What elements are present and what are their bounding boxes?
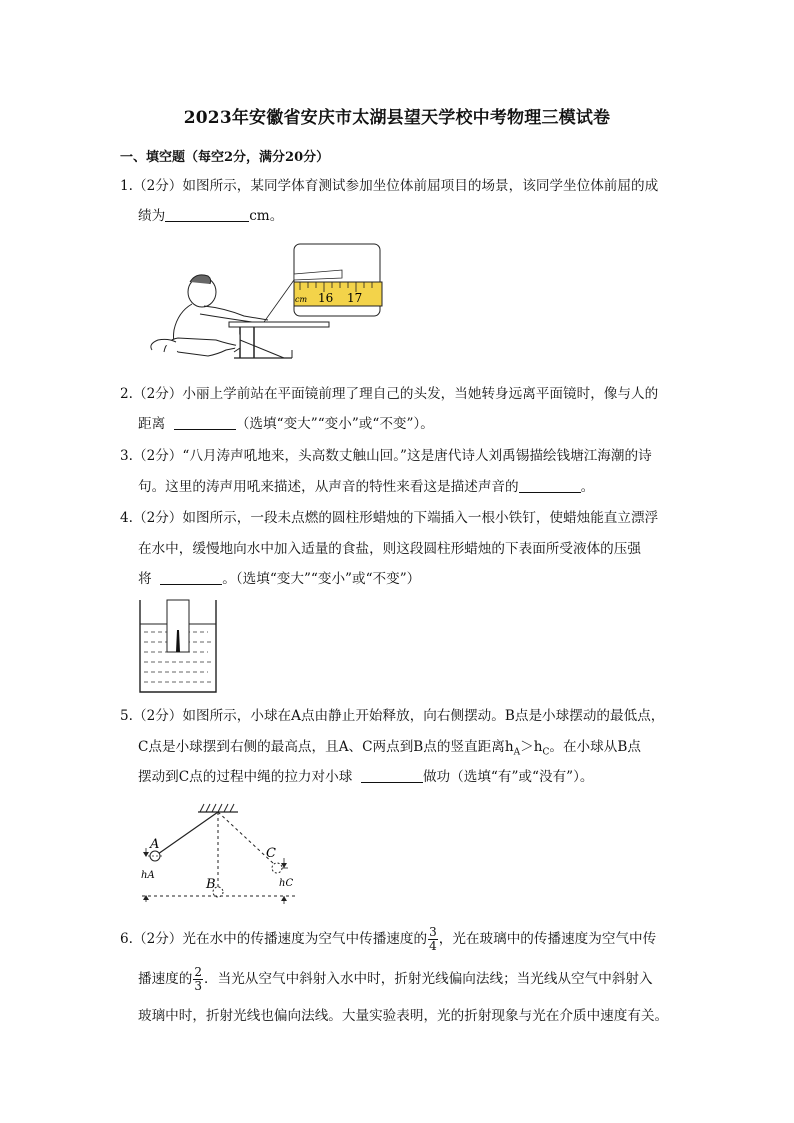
ruler xyxy=(294,282,382,306)
q2-text-a: 距离 xyxy=(138,416,166,432)
frac2-den: 3 xyxy=(194,979,203,993)
q1-answer-blank[interactable] xyxy=(165,207,249,222)
page-title: 2023年安徽省安庆市太湖县望天学校中考物理三模试卷 xyxy=(183,108,611,128)
q2-line2 xyxy=(138,414,434,434)
q6-line1 xyxy=(120,926,656,953)
frac1-den: 4 xyxy=(429,939,437,953)
q1-text-b: cm。 xyxy=(249,208,284,224)
q5-text-b: ＞h xyxy=(520,739,543,755)
q3-text-a: 句。这里的涛声用吼来描述，从声音的特性来看这是描述声音的 xyxy=(138,479,519,495)
q2-text-b: （选填“变大”“变小”或“不变”）。 xyxy=(235,416,434,432)
ball-a xyxy=(150,851,160,861)
label-c: C xyxy=(266,846,276,861)
q3-text-b: 。 xyxy=(580,479,595,495)
q5-text-c: 。在小球从B点 xyxy=(549,739,641,755)
q1-line1: 1.（2分）如图所示，某同学体育测试参加坐位体前屈项目的场景，该同学坐位体前屈的成 xyxy=(120,178,659,194)
q6-text-b: ，光在玻璃中的传播速度为空气中传 xyxy=(438,931,657,947)
frac2-num: 2 xyxy=(194,965,203,979)
label-ha: hA xyxy=(141,870,155,881)
label-a: A xyxy=(150,837,160,852)
label-hc: hC xyxy=(279,878,294,889)
q6-text-c: 播速度的 xyxy=(138,971,193,987)
ruler-unit: cm xyxy=(295,295,308,304)
fraction-two-thirds xyxy=(193,966,203,993)
q5-line1: 5.（2分）如图所示，小球在A点由静止开始释放，向右侧摆动。B点是小球摆动的最低点， xyxy=(120,708,665,724)
q5-sub-c: C xyxy=(542,747,550,758)
section-heading: 一、填空题（每空2分，满分20分） xyxy=(120,150,330,165)
q5-answer-blank[interactable] xyxy=(361,768,423,783)
q6-line3: 玻璃中时，折射光线也偏向法线。大量实验表明，光的折射现象与光在介质中速度有关。 xyxy=(138,1008,669,1024)
q5-sub-a: A xyxy=(513,747,521,758)
q5-text-d: 摆动到C点的过程中绳的拉力对小球 xyxy=(138,769,353,785)
q1-line2 xyxy=(138,206,283,226)
q2-answer-blank[interactable] xyxy=(174,415,236,430)
q3-line2 xyxy=(138,477,594,497)
q5-text-e: 做功（选填“有”或“没有”）。 xyxy=(422,769,594,785)
fraction-three-quarters xyxy=(428,926,438,953)
q5-line3 xyxy=(138,767,594,787)
floating-candle-figure xyxy=(138,598,218,696)
sit-and-reach-figure xyxy=(144,240,389,365)
q4-text-b: 。（选填“变大”“变小”或“不变”） xyxy=(222,571,421,587)
label-b: B xyxy=(206,877,216,892)
q4-line3 xyxy=(138,569,420,589)
pendulum-figure xyxy=(138,800,306,910)
q4-line1: 4.（2分）如图所示，一段未点燃的圆柱形蜡烛的下端插入一根小铁钉，使蜡烛能直立漂浮 xyxy=(120,510,659,526)
q4-answer-blank[interactable] xyxy=(160,570,222,585)
q6-line2 xyxy=(138,966,653,993)
ruler-tick-17: 17 xyxy=(347,291,363,305)
q6-text-d: ．当光从空气中斜射入水中时，折射光线偏向法线；当光线从空气中斜射入 xyxy=(204,971,653,987)
ruler-tick-16: 16 xyxy=(318,291,334,305)
q6-text-a: 6.（2分）光在水中的传播速度为空气中传播速度的 xyxy=(120,931,428,947)
frac1-num: 3 xyxy=(429,925,437,939)
q5-text-a: C点是小球摆到右侧的最高点，且A、C两点到B点的竖直距离h xyxy=(138,739,514,755)
q4-line2: 在水中，缓慢地向水中加入适量的食盐，则这段圆柱形蜡烛的下表面所受液体的压强 xyxy=(138,541,641,557)
ball-c xyxy=(272,863,282,873)
q1-text-a: 绩为 xyxy=(138,208,166,224)
q5-line2 xyxy=(138,737,641,763)
q2-line1: 2.（2分）小丽上学前站在平面镜前理了理自己的头发，当她转身远离平面镜时，像与人的 xyxy=(120,386,659,402)
q3-line1: 3.（2分）“八月涛声吼地来，头高数丈触山回。”这是唐代诗人刘禹锡描绘钱塘江海潮的诗 xyxy=(120,448,652,464)
q3-answer-blank[interactable] xyxy=(519,478,581,493)
q4-text-a: 将 xyxy=(138,571,152,587)
